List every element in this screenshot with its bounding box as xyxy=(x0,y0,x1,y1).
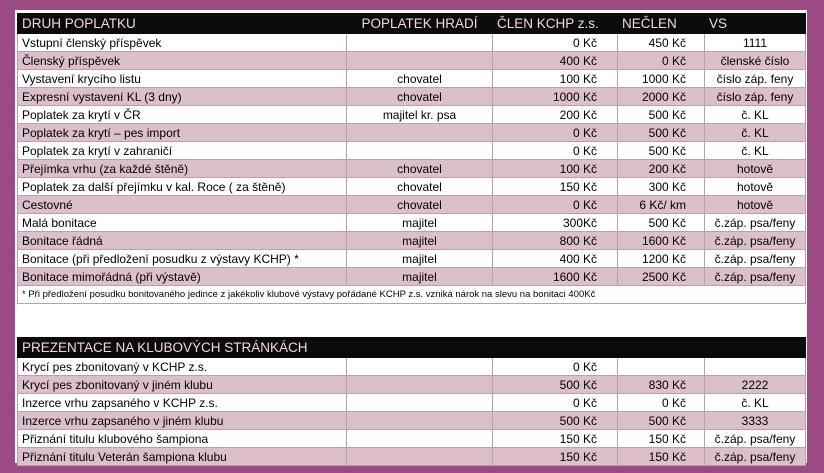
table-cell: 3333 xyxy=(705,412,806,430)
table-cell: č.záp. psa/feny xyxy=(705,232,806,250)
table-cell: 1111 xyxy=(705,34,806,52)
table-cell xyxy=(347,448,493,466)
column-header: VS xyxy=(705,14,806,34)
table-cell xyxy=(347,376,493,394)
table-cell: 0 Kč xyxy=(493,358,618,376)
table-cell: Poplatek za krytí v ČR xyxy=(18,106,347,124)
table-row xyxy=(18,448,806,466)
table-cell: 500 Kč xyxy=(618,214,705,232)
table-cell: č. KL xyxy=(705,124,806,142)
table-row xyxy=(18,430,806,448)
table-cell: 830 Kč xyxy=(618,376,705,394)
table-cell: 100 Kč xyxy=(493,70,618,88)
table-row xyxy=(18,412,806,430)
table-cell: 150 Kč xyxy=(493,430,618,448)
table-cell: Poplatek za krytí v zahraničí xyxy=(18,142,347,160)
table-cell: 500 Kč xyxy=(618,124,705,142)
table-cell: Bonitace řádná xyxy=(18,232,347,250)
table-cell: 2000 Kč xyxy=(618,88,705,106)
table-cell xyxy=(705,358,806,376)
table-cell: Přiznání titulu Veterán šampiona klubu xyxy=(18,448,347,466)
table-row xyxy=(18,124,806,142)
table-cell: Přejímka vrhu (za každé štěně) xyxy=(18,160,347,178)
table-cell: 1200 Kč xyxy=(618,250,705,268)
table-cell: 450 Kč xyxy=(618,34,705,52)
footnote: * Při předložení posudku bonitovaného jedince z jakékoliv klubové výstavy pořádané KCHP z.s. vzniká nárok na slevu na bonitaci 400Kč xyxy=(18,286,806,304)
table-cell xyxy=(347,124,493,142)
table-cell: hotově xyxy=(705,178,806,196)
table-cell: Cestovné xyxy=(18,196,347,214)
footnote-row xyxy=(18,286,806,304)
table-cell: č.záp. psa/feny xyxy=(705,430,806,448)
table-cell: majitel xyxy=(347,232,493,250)
table-cell: číslo záp. feny xyxy=(705,70,806,88)
table-cell: 800 Kč xyxy=(493,232,618,250)
table-cell: Vystavení krycího listu xyxy=(18,70,347,88)
table-row xyxy=(18,232,806,250)
table-row xyxy=(18,106,806,124)
table-cell: chovatel xyxy=(347,88,493,106)
table-row xyxy=(18,268,806,286)
table-cell xyxy=(618,358,705,376)
table-cell: 300Kč xyxy=(493,214,618,232)
table-cell: 500 Kč xyxy=(493,376,618,394)
table-cell: 0 Kč xyxy=(493,196,618,214)
table-cell: Poplatek za další přejímku v kal. Roce ( za štěně) xyxy=(18,178,347,196)
table-cell: Poplatek za krytí – pes import xyxy=(18,124,347,142)
table-cell: č.záp. psa/feny xyxy=(705,268,806,286)
table-cell: č.záp. psa/feny xyxy=(705,448,806,466)
table-cell: 200 Kč xyxy=(618,160,705,178)
table-cell: majitel xyxy=(347,214,493,232)
column-header: POPLATEK HRADÍ xyxy=(347,14,493,34)
table-row xyxy=(18,160,806,178)
table-cell: 200 Kč xyxy=(493,106,618,124)
table-cell: chovatel xyxy=(347,178,493,196)
table-cell: č. KL xyxy=(705,142,806,160)
table-row xyxy=(18,196,806,214)
table-row xyxy=(18,178,806,196)
table-cell: členské číslo xyxy=(705,52,806,70)
table-cell: chovatel xyxy=(347,70,493,88)
table-cell: 400 Kč xyxy=(493,250,618,268)
table-cell: 6 Kč/ km xyxy=(618,196,705,214)
table-cell: 0 Kč xyxy=(618,52,705,70)
table-cell: 0 Kč xyxy=(493,142,618,160)
section-header: PREZENTACE NA KLUBOVÝCH STRÁNKÁCH xyxy=(18,338,347,358)
table-cell: 400 Kč xyxy=(493,52,618,70)
table-cell: 1000 Kč xyxy=(618,70,705,88)
table-cell: 100 Kč xyxy=(493,160,618,178)
table-cell xyxy=(347,394,493,412)
table-cell: 1600 Kč xyxy=(493,268,618,286)
table-cell: 0 Kč xyxy=(493,34,618,52)
table-row xyxy=(18,52,806,70)
table-cell: majitel xyxy=(347,268,493,286)
table-cell: 0 Kč xyxy=(618,394,705,412)
table-row xyxy=(18,34,806,52)
column-header: DRUH POPLATKU xyxy=(18,14,347,34)
table-row xyxy=(18,214,806,232)
table-cell: Bonitace mimořádná (při výstavě) xyxy=(18,268,347,286)
table-cell xyxy=(347,34,493,52)
table-row xyxy=(18,142,806,160)
table-cell: 500 Kč xyxy=(618,412,705,430)
table-cell: Inzerce vrhu zapsaného v KCHP z.s. xyxy=(18,394,347,412)
table-cell: 2222 xyxy=(705,376,806,394)
table-cell: 150 Kč xyxy=(618,430,705,448)
table-cell xyxy=(347,358,493,376)
table-row xyxy=(18,376,806,394)
table-cell: 500 Kč xyxy=(618,142,705,160)
table-cell: 1600 Kč xyxy=(618,232,705,250)
table-cell: Přiznání titulu klubového šampiona xyxy=(18,430,347,448)
table-cell: Krycí pes zbonitovaný v jiném klubu xyxy=(18,376,347,394)
table-cell: 0 Kč xyxy=(493,394,618,412)
table-cell: 150 Kč xyxy=(493,448,618,466)
table-cell: 150 Kč xyxy=(618,448,705,466)
header-empty-cell xyxy=(705,338,806,358)
table-cell: 150 Kč xyxy=(493,178,618,196)
table-row xyxy=(18,394,806,412)
table-cell: 2500 Kč xyxy=(618,268,705,286)
table-cell xyxy=(347,412,493,430)
table-cell: majitel xyxy=(347,250,493,268)
table-cell: 0 Kč xyxy=(493,124,618,142)
table-cell: Krycí pes zbonitovaný v KCHP z.s. xyxy=(18,358,347,376)
table-cell: Inzerce vrhu zapsaného v jiném klubu xyxy=(18,412,347,430)
presentation-header-row xyxy=(18,338,806,358)
header-empty-cell xyxy=(493,338,618,358)
header-empty-cell xyxy=(618,338,705,358)
table-cell: Vstupní členský příspěvek xyxy=(18,34,347,52)
table-cell: č.záp. psa/feny xyxy=(705,214,806,232)
table-cell: Bonitace (při předložení posudku z výstavy KCHP) * xyxy=(18,250,347,268)
table-cell xyxy=(347,142,493,160)
table-row xyxy=(18,70,806,88)
table-cell: 500 Kč xyxy=(618,106,705,124)
column-header: ČLEN KCHP z.s. xyxy=(493,14,618,34)
table-cell: č.záp. psa/feny xyxy=(705,250,806,268)
table-row xyxy=(18,250,806,268)
column-header: NEČLEN xyxy=(618,14,705,34)
table-cell: Expresní vystavení KL (3 dny) xyxy=(18,88,347,106)
table-cell xyxy=(347,52,493,70)
table-cell: 300 Kč xyxy=(618,178,705,196)
table-cell: majitel kr. psa xyxy=(347,106,493,124)
table-cell xyxy=(347,430,493,448)
fees-header-row xyxy=(18,14,806,34)
table-cell: č. KL xyxy=(705,394,806,412)
presentation-table xyxy=(17,337,806,466)
table-cell: 1000 Kč xyxy=(493,88,618,106)
table-cell: chovatel xyxy=(347,160,493,178)
table-cell: číslo záp. feny xyxy=(705,88,806,106)
table-cell: Členský příspěvek xyxy=(18,52,347,70)
table-cell: hotově xyxy=(705,196,806,214)
table-cell: chovatel xyxy=(347,196,493,214)
header-empty-cell xyxy=(347,338,493,358)
table-cell: Malá bonitace xyxy=(18,214,347,232)
table-cell: hotově xyxy=(705,160,806,178)
fees-table xyxy=(17,13,806,304)
table-row xyxy=(18,358,806,376)
table-cell: č. KL xyxy=(705,106,806,124)
table-cell: 500 Kč xyxy=(493,412,618,430)
table-row xyxy=(18,88,806,106)
